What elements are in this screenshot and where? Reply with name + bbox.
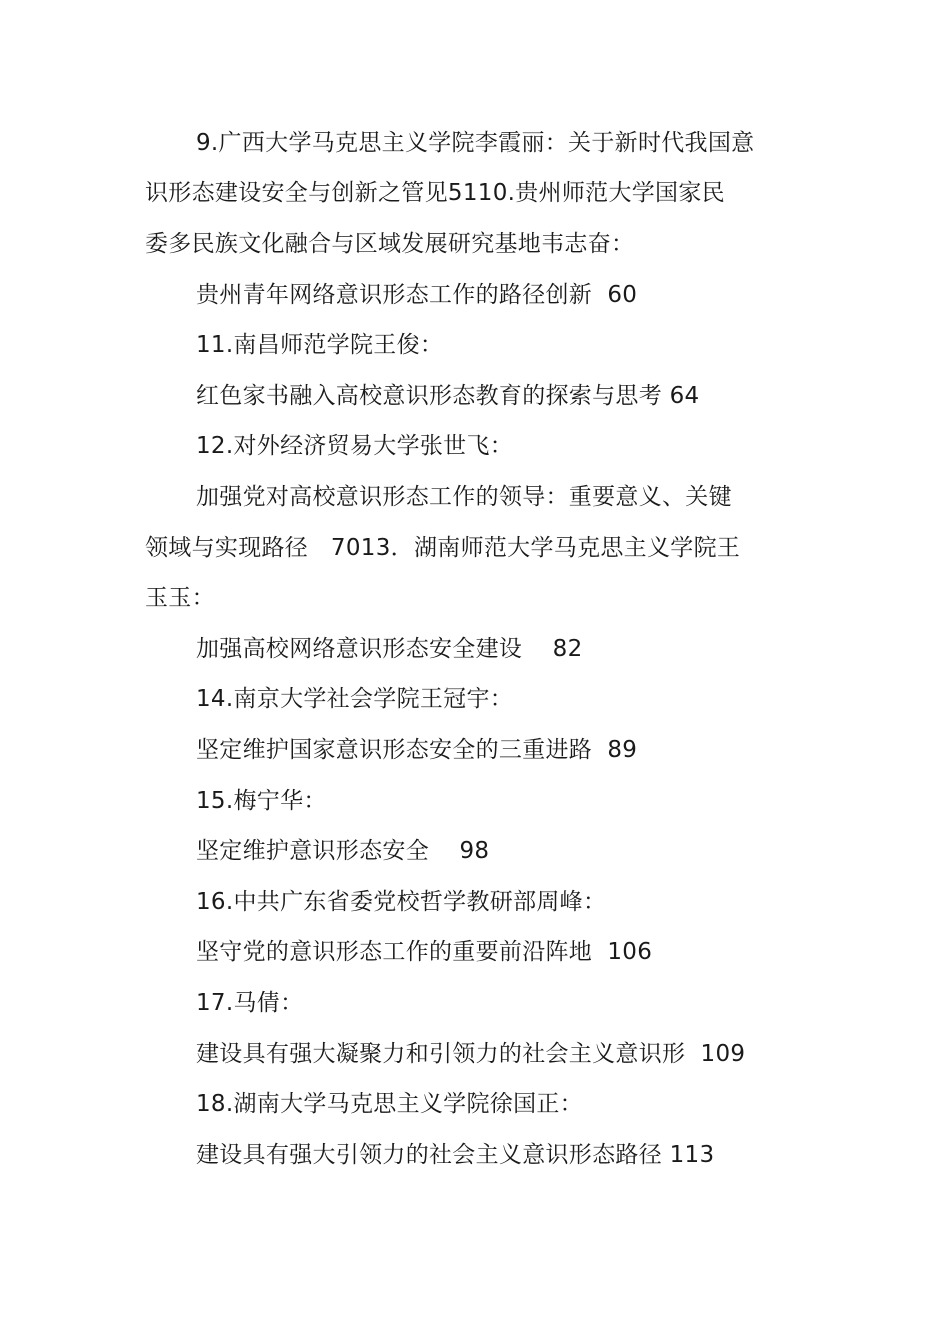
toc-entry-17-title: 建设具有强大凝聚力和引领力的社会主义意识形 109 — [196, 1041, 746, 1067]
toc-entry-13-continued: 玉玉： — [145, 585, 215, 611]
toc-entry-14-author: 14.南京大学社会学院王冠宇： — [196, 686, 514, 712]
toc-entry-16-author: 16.中共广东省委党校哲学教研部周峰： — [196, 889, 607, 915]
toc-entry-11-title: 红色家书融入高校意识形态教育的探索与思考 64 — [196, 383, 700, 409]
toc-entry-12-title: 加强党对高校意识形态工作的领导：重要意义、关键 — [196, 484, 732, 510]
toc-entry-10-continued: 委多民族文化融合与区域发展研究基地韦志奋： — [145, 231, 635, 257]
toc-entry-10-title: 贵州青年网络意识形态工作的路径创新 60 — [196, 282, 638, 308]
toc-entry-9-continued: 识形态建设安全与创新之管见5110.贵州师范大学国家民 — [145, 180, 725, 206]
toc-entry-18-author: 18.湖南大学马克思主义学院徐国正： — [196, 1091, 583, 1117]
toc-entry-11-author: 11.南昌师范学院王俊： — [196, 332, 444, 358]
toc-entry-14-title: 坚定维护国家意识形态安全的三重进路 89 — [196, 737, 638, 763]
toc-entry-17-author: 17.马倩： — [196, 990, 304, 1016]
toc-entry-15-author: 15.梅宁华： — [196, 788, 327, 814]
toc-entry-9-title: 9.广西大学马克思主义学院李霞丽：关于新时代我国意 — [196, 130, 755, 156]
toc-entry-16-title: 坚守党的意识形态工作的重要前沿阵地 106 — [196, 939, 653, 965]
toc-entry-13-title: 加强高校网络意识形态安全建设 82 — [196, 636, 583, 662]
toc-entry-12-author: 12.对外经济贸易大学张世飞： — [196, 433, 514, 459]
toc-entry-18-title: 建设具有强大引领力的社会主义意识形态路径 113 — [196, 1142, 715, 1168]
toc-entry-12-continued: 领域与实现路径 7013．湖南师范大学马克思主义学院王 — [145, 535, 741, 561]
toc-entry-15-title: 坚定维护意识形态安全 98 — [196, 838, 490, 864]
